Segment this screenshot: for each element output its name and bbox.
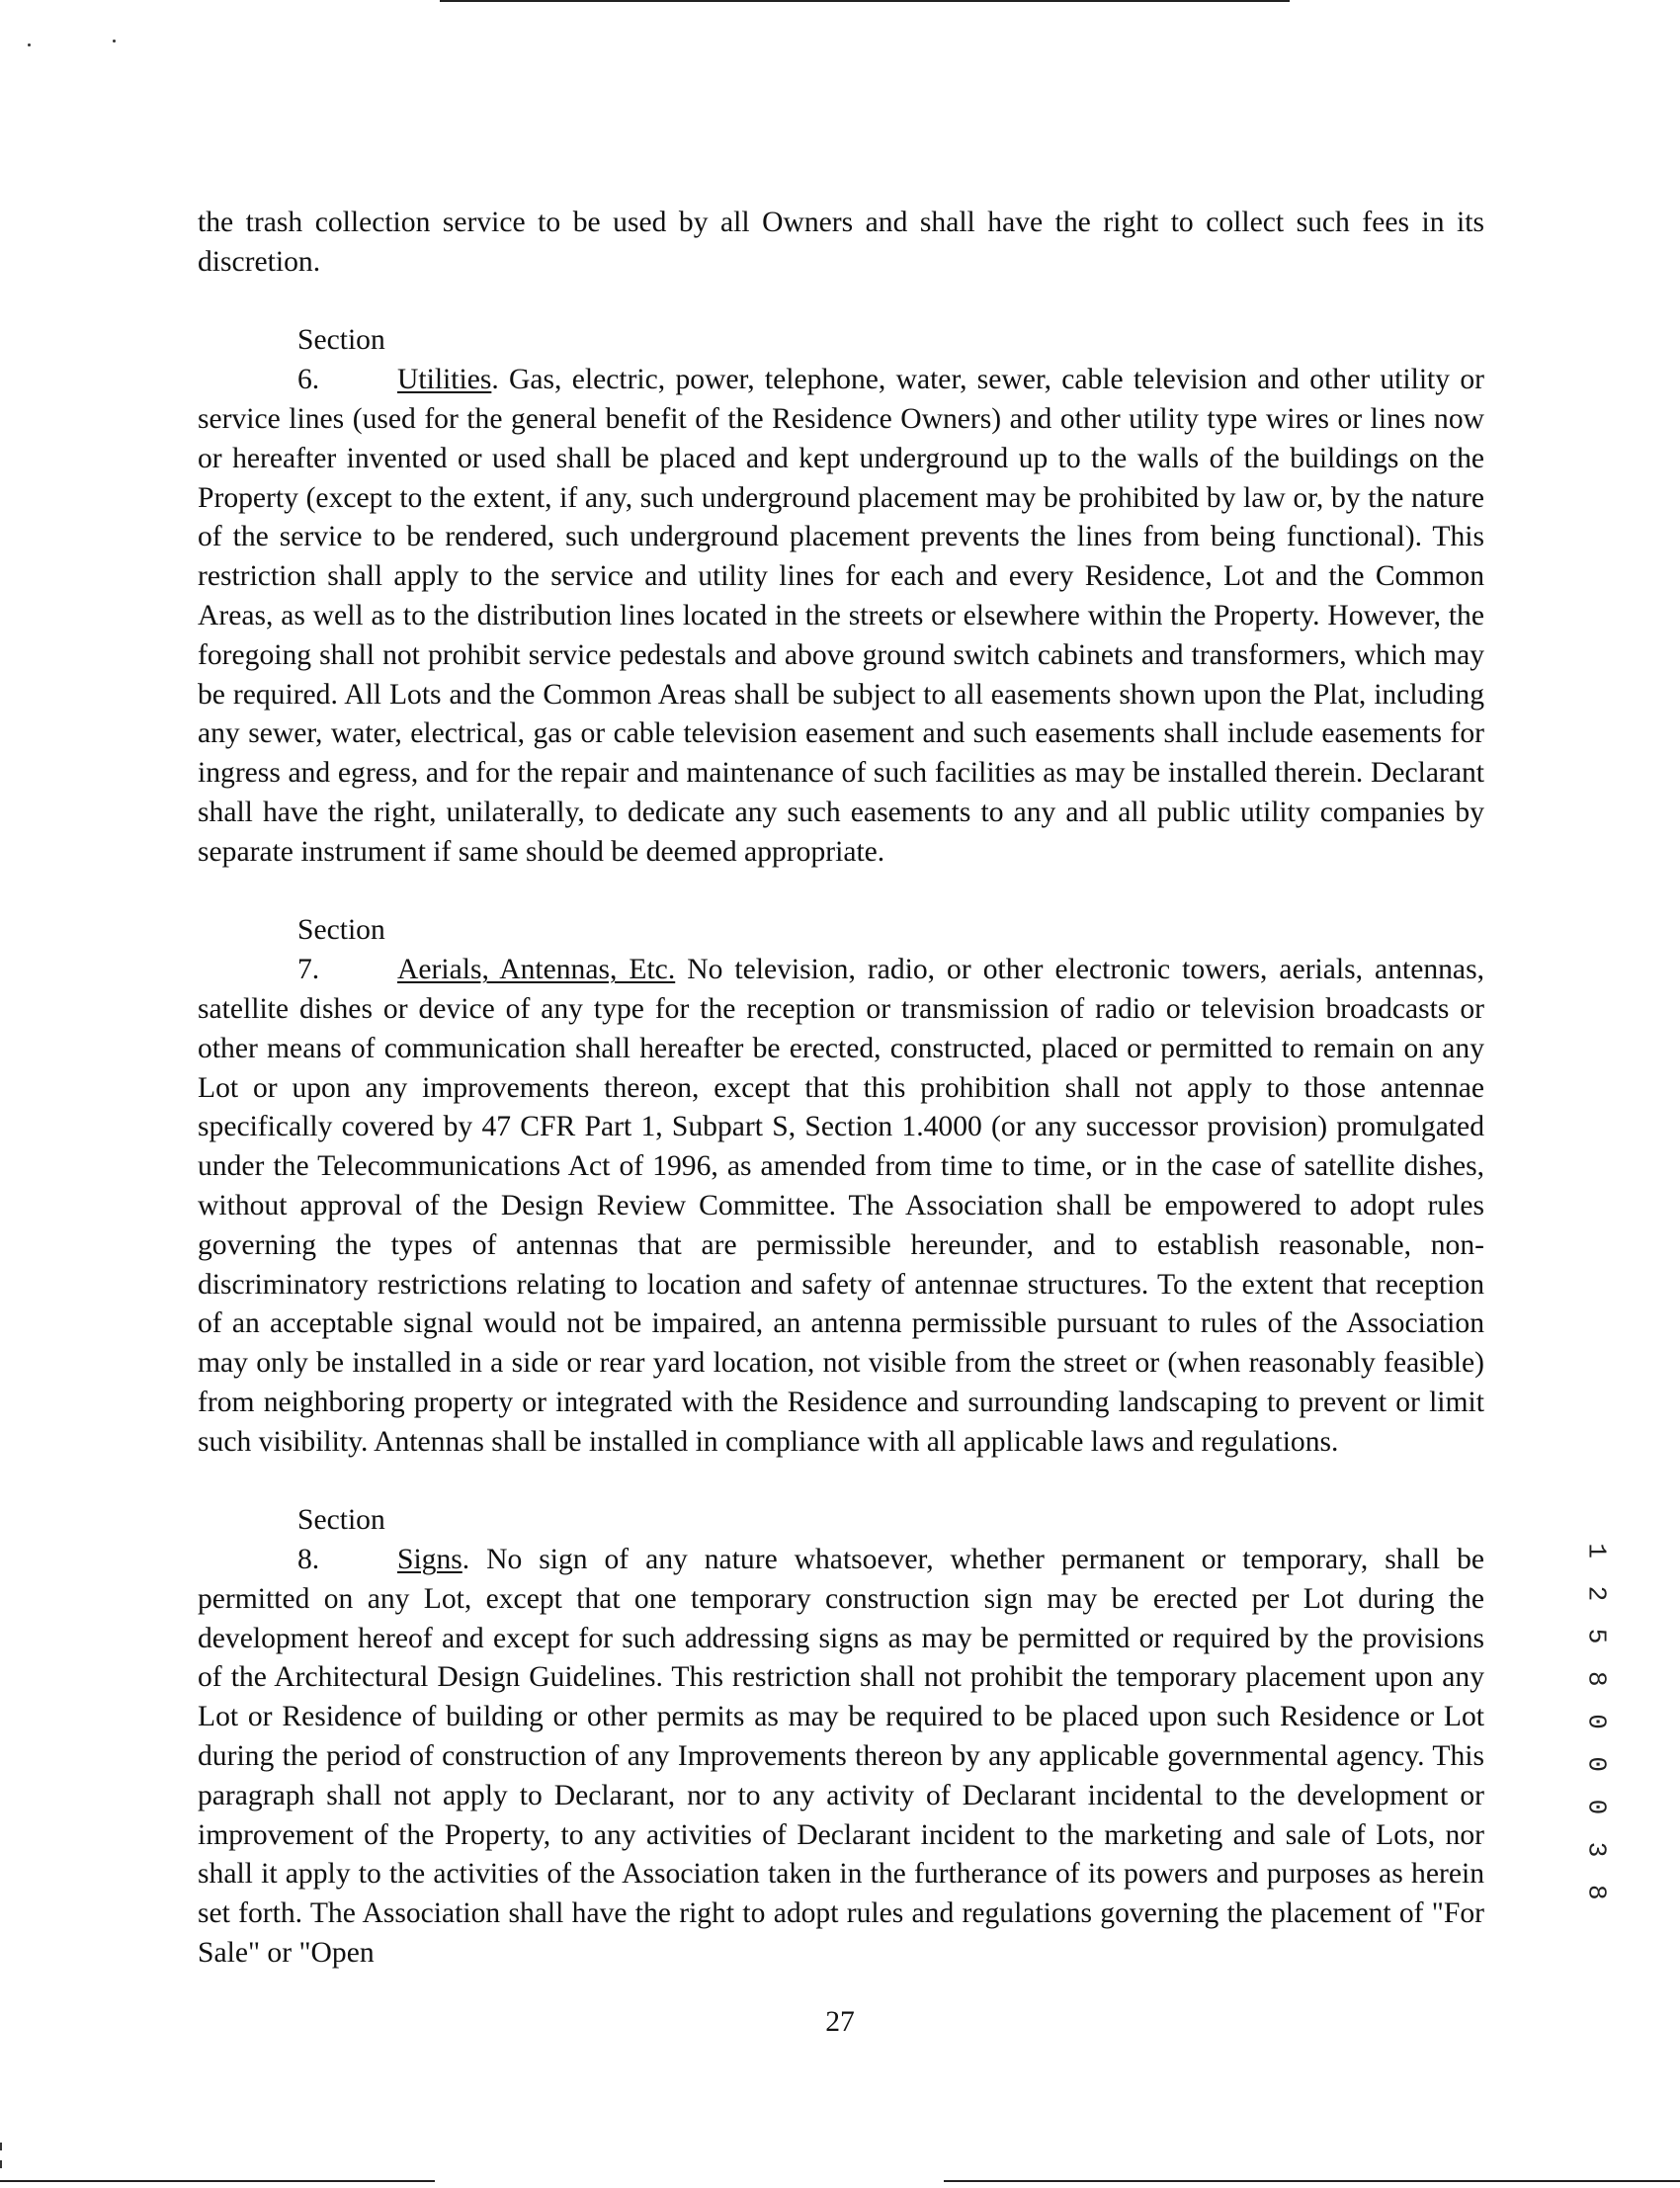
scan-speck	[28, 43, 31, 46]
bottom-scan-rule-left	[0, 2180, 435, 2182]
recording-stamp	[1577, 1543, 1617, 1906]
section-6-number: Section 6.	[297, 324, 385, 396]
section-7-paragraph	[198, 911, 1484, 1462]
section-7-number: Section 7.	[297, 914, 385, 986]
section-7-text: No television, radio, or other electronic towers, aerials, antennas, satellite dishes or device of any type for the reception or transmission of radio or television broadcasts or other means of communication shall hereafter be erected, constructed, placed or permitted to remain on any Lot or upon any improvements thereon, except that this prohibition shall not apply to those antennae specifically covered by 47 CFR Part 1, Subpart S, Section 1.4000 (or any successor provision) promulgated under the Telecommunications Act of 1996, as amended from time to time, or in the case of satellite dishes, without approval of the Design Review Committee. The Association shall be empowered to adopt rules governing the types of antennas that are permissible hereunder, and to establish reasonable, non-discriminatory restrictions relating to location and safety of antennae structures. To the extent that reception of an acceptable signal would not be impaired, an antenna permissible pursuant to rules of the Association may only be installed in a side or rear yard location, not visible from the street or (when reasonably feasible) from neighboring property or integrated with the Residence and surrounding landscaping to prevent or limit such visibility. Antennas shall be installed in compliance with all applicable laws and regulations.	[198, 954, 1484, 1458]
document-body	[198, 204, 1484, 2013]
recording-stamp-text: 1 2 5 8 0 0 0 3 8	[1582, 1543, 1612, 1906]
continuation-paragraph: the trash collection service to be used by all Owners and shall have the right to collect such fees in its discretion.	[198, 207, 1484, 278]
edge-tick	[0, 2143, 2, 2150]
bottom-scan-rule-right	[944, 2180, 1680, 2182]
section-8-title: Signs	[397, 1544, 462, 1576]
section-8-paragraph	[198, 1501, 1484, 1974]
section-6-text: . Gas, electric, power, telephone, water, sewer, cable television and other utility or service lines (used for the general benefit of the Residence Owners) and other utility type wires or lines now or hereafter invented or used shall be placed and kept underground up to the walls of the buildings on the Property (except to the extent, if any, such underground placement may be prohibited by law or, by the nature of the service to be rendered, such underground placement prevents the lines from being functional). This restriction shall apply to the service and utility lines for each and every Residence, Lot and the Common Areas, as well as to the distribution lines located in the streets or elsewhere within the Property. However, the foregoing shall not prohibit service pedestals and above ground switch cabinets and transformers, which may be required. All Lots and the Common Areas shall be subject to all easements shown upon the Plat, including any sewer, water, electrical, gas or cable television easement and such easements shall include easements for ingress and egress, and for the repair and maintenance of such facilities as may be installed therein. Declarant shall have the right, unilaterally, to dedicate any such easements to any and all public utility companies by separate instrument if same should be deemed appropriate.	[198, 364, 1484, 868]
scan-speck	[113, 40, 116, 42]
page-number: 27	[825, 2006, 855, 2038]
section-7-title: Aerials, Antennas, Etc.	[397, 954, 676, 986]
section-8-text: . No sign of any nature whatsoever, whether permanent or temporary, shall be permitted on any Lot, except that one temporary construction sign may be erected per Lot during the development hereof and except for such addressing signs as may be permitted or required by the provisions of the Architectural Design Guidelines. This restriction shall not prohibit the temporary placement upon any Lot or Residence of building or other permits as may be required to be placed upon such Residence or Lot during the period of construction of any Improvements thereon by any applicable governmental agency. This paragraph shall not apply to Declarant, nor to any activity of Declarant incidental to the development or improvement of the Property, to any activities of Declarant incident to the marketing and sale of Lots, nor shall it apply to the activities of the Association taken in the furtherance of its powers and purposes as herein set forth. The Association shall have the right to adopt rules and regulations governing the placement of "For Sale" or "Open	[198, 1544, 1484, 1970]
section-6-title: Utilities	[397, 364, 492, 396]
edge-tick	[0, 2160, 2, 2168]
section-6-paragraph	[198, 321, 1484, 872]
section-8-number: Section 8.	[297, 1504, 385, 1576]
top-scan-rule	[440, 0, 1290, 2]
